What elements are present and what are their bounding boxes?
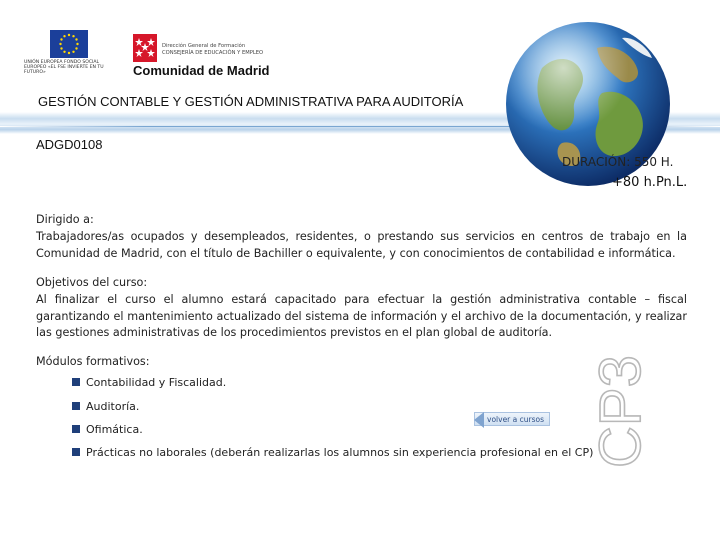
modules-label: Módulos formativos: bbox=[36, 355, 150, 368]
square-bullet-icon bbox=[72, 378, 80, 386]
module-label: Contabilidad y Fiscalidad. bbox=[86, 376, 227, 389]
list-item bbox=[72, 423, 143, 436]
square-bullet-icon bbox=[72, 402, 80, 410]
madrid-department-text bbox=[162, 43, 263, 56]
cp-watermark bbox=[590, 300, 670, 470]
square-bullet-icon bbox=[72, 425, 80, 433]
objectives-label: Objetivos del curso: bbox=[36, 276, 148, 289]
internship-hours: +80 h.Pn.L. bbox=[612, 175, 688, 190]
square-bullet-icon bbox=[72, 448, 80, 456]
objectives-text: Al finalizar el curso el alumno estará capacitado para efectuar la gestión administrativa contable – fiscal garantizando el mantenimiento actualizado del sistema de información y el archivo de la documentación, y realizar las gestiones administrativas de los procedimientos previstos en el plan global de auditoría. bbox=[36, 293, 687, 339]
list-item bbox=[72, 446, 593, 459]
cp-watermark-text: CP3 bbox=[590, 355, 653, 468]
back-to-courses-button[interactable]: volver a cursos bbox=[474, 412, 550, 426]
madrid-department-line1: Dirección General de Formación bbox=[162, 43, 246, 49]
madrid-department-line2: CONSEJERÍA DE EDUCACIÓN Y EMPLEO bbox=[162, 49, 264, 56]
module-label: Auditoría. bbox=[86, 400, 140, 413]
page-title: GESTIÓN CONTABLE Y GESTIÓN ADMINISTRATIVA PARA AUDITORÍA bbox=[38, 94, 464, 109]
module-label: Ofimática. bbox=[86, 423, 143, 436]
course-duration: DURACIÓN: 550 H. bbox=[562, 155, 674, 169]
list-item bbox=[72, 400, 139, 413]
audience-text: Trabajadores/as ocupados y desempleados, residentes, o prestando sus servicios en centros de trabajo en la Comunidad de Madrid, con el título de Bachiller o equivalente, y con conocimientos de contabilidad e informática. bbox=[36, 230, 687, 260]
list-item bbox=[72, 376, 226, 389]
eu-flag-logo bbox=[50, 30, 88, 58]
eu-caption: UNIÓN EUROPEA FONDO SOCIAL EUROPEO «EL FSE INVIERTE EN TU FUTURO» bbox=[24, 60, 104, 76]
back-arrow-icon[interactable] bbox=[474, 412, 484, 428]
madrid-flag-logo bbox=[133, 34, 157, 62]
module-label: Prácticas no laborales (deberán realizarlas los alumnos sin experiencia profesional en el CP) bbox=[86, 446, 594, 459]
course-code: ADGD0108 bbox=[36, 137, 103, 152]
madrid-name: Comunidad de Madrid bbox=[133, 63, 270, 78]
audience-label: Dirigido a: bbox=[36, 213, 94, 226]
